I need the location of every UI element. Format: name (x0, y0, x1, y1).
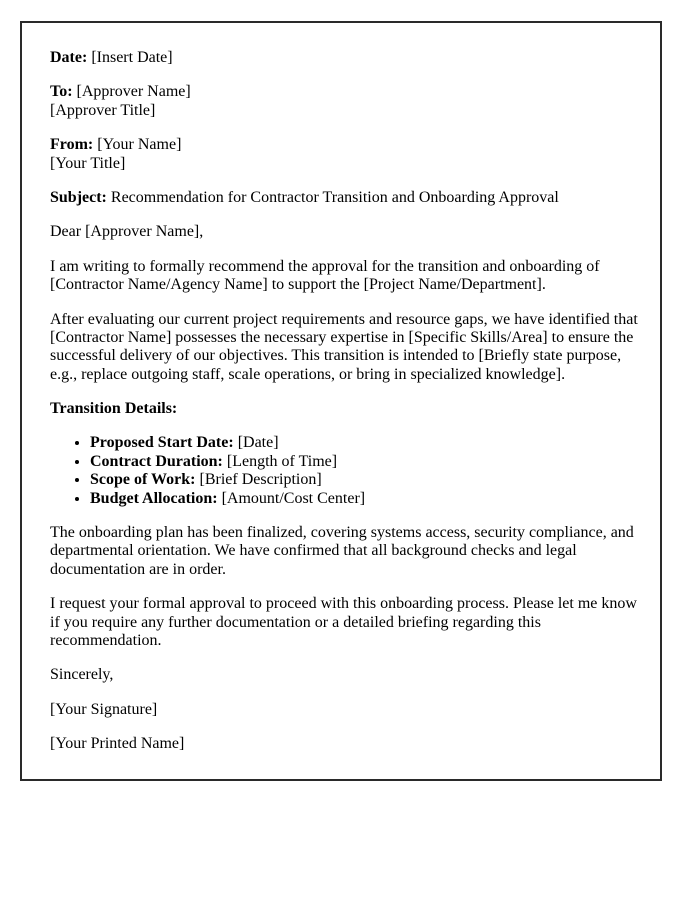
transition-details-heading-text: Transition Details: (50, 400, 178, 418)
date-line (50, 49, 638, 67)
detail-item-start-date (90, 434, 638, 452)
approver-title-line: [Approver Title] (50, 101, 156, 119)
to-block (50, 83, 638, 120)
to-label: To: (50, 83, 73, 101)
subject-line (50, 189, 638, 207)
intro-paragraph: I am writing to formally recommend the approval for the transition and onboarding of [Contractor Name/Agency Name] to support the [Project Name/Department]. (50, 257, 600, 294)
detail-label-contract-duration: Contract Duration: (90, 452, 223, 470)
approval-request-paragraph: I request your formal approval to proceed with this onboarding process. Please let me know if you require any further documentation or a detailed briefing regarding this recommendation. (50, 595, 637, 649)
detail-label-budget-allocation: Budget Allocation: (90, 489, 218, 507)
evaluation-paragraph: After evaluating our current project requirements and resource gaps, we have identified that [Contractor Name] possesses the necessary expertise in [Specific Skills/Area] to ensure the successful delivery of our objectives. This transition is intended to [Briefly state purpose, e.g., replace outgoing staff, scale operations, or bring in specialized knowledge]. (50, 310, 638, 383)
detail-value-budget-allocation: [Amount/Cost Center] (221, 489, 366, 507)
onboarding-plan-paragraph: The onboarding plan has been finalized, covering systems access, security compliance, and departmental orientation. We have confirmed that all background checks and legal documentation are in order. (50, 524, 634, 578)
detail-value-contract-duration: [Length of Time] (226, 452, 338, 470)
date-value: [Insert Date] (91, 49, 173, 66)
from-block (50, 136, 638, 173)
closing: Sincerely, (50, 666, 114, 684)
from-value: [Your Name] (97, 136, 182, 154)
salutation: Dear [Approver Name], (50, 223, 204, 241)
detail-value-start-date: [Date] (237, 434, 279, 452)
detail-value-scope-of-work: [Brief Description] (199, 471, 322, 489)
transition-details-list (50, 434, 638, 508)
from-label: From: (50, 136, 94, 154)
detail-item-contract-duration (90, 453, 638, 471)
detail-label-start-date: Proposed Start Date: (90, 434, 234, 452)
subject-label: Subject: (50, 188, 107, 206)
detail-label-scope-of-work: Scope of Work: (90, 471, 196, 489)
detail-item-scope-of-work (90, 471, 638, 489)
subject-value: Recommendation for Contractor Transition and Onboarding Approval (110, 188, 559, 206)
date-label: Date: (50, 49, 88, 66)
detail-item-budget-allocation (90, 490, 638, 508)
your-title-line: [Your Title] (50, 154, 126, 172)
transition-details-heading (50, 400, 638, 418)
signature-placeholder: [Your Signature] (50, 700, 158, 718)
to-value: [Approver Name] (76, 83, 191, 101)
letter-document (20, 21, 662, 781)
printed-name-placeholder: [Your Printed Name] (50, 735, 185, 753)
